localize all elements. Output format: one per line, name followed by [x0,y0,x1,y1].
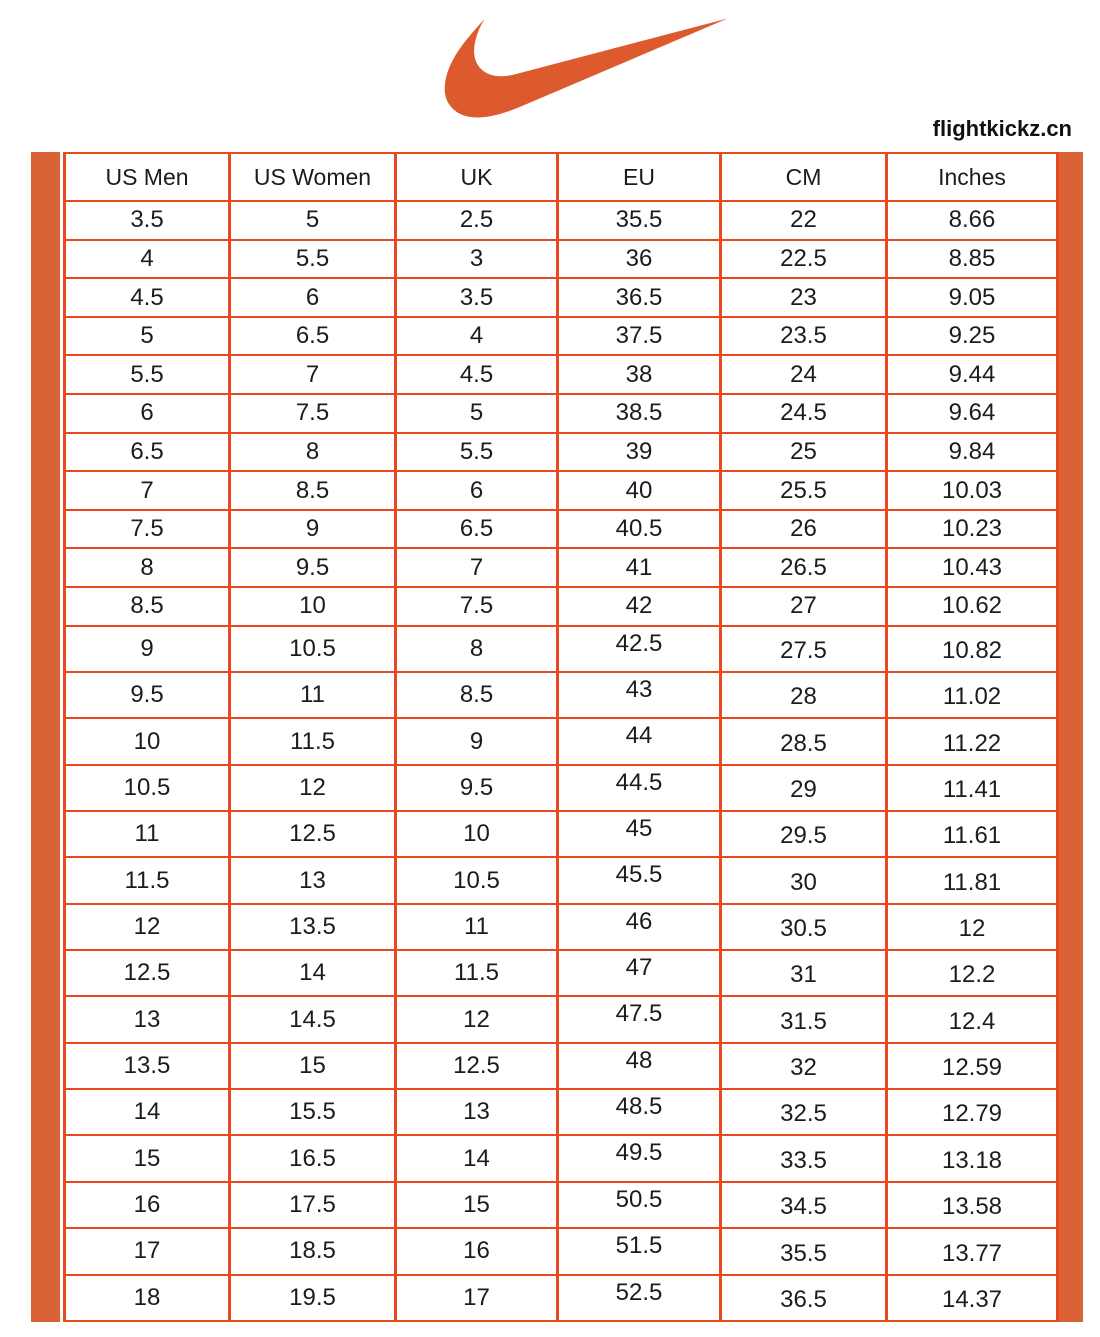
cell-inches: 12.79 [887,1089,1058,1135]
cell-eu: 51.5 [558,1228,721,1274]
cell-uk: 6 [396,471,558,510]
cell-uk: 12.5 [396,1043,558,1089]
cell-us-women: 6 [230,278,396,317]
cell-cm: 23 [721,278,887,317]
cell-inches: 8.66 [887,201,1058,240]
cell-cm: 36.5 [721,1275,887,1321]
cell-us-women: 13 [230,857,396,903]
size-table-container [63,152,1059,1322]
cell-eu: 41 [558,548,721,587]
column-header-uk: UK [396,153,558,201]
table-row [65,548,1058,587]
cell-us-men: 8.5 [65,587,230,626]
table-row [65,240,1058,279]
cell-cm: 28.5 [721,718,887,764]
cell-eu: 40.5 [558,510,721,549]
cell-eu: 52.5 [558,1275,721,1321]
cell-uk: 6.5 [396,510,558,549]
cell-eu: 48.5 [558,1089,721,1135]
cell-inches: 9.44 [887,355,1058,394]
cell-cm: 26.5 [721,548,887,587]
cell-us-women: 9 [230,510,396,549]
cell-us-men: 15 [65,1135,230,1181]
cell-uk: 15 [396,1182,558,1228]
cell-inches: 10.82 [887,626,1058,672]
cell-uk: 11 [396,904,558,950]
cell-us-men: 12.5 [65,950,230,996]
nike-swoosh-icon [437,2,737,134]
cell-cm: 24 [721,355,887,394]
cell-us-men: 13 [65,996,230,1042]
cell-eu: 40 [558,471,721,510]
cell-us-women: 6.5 [230,317,396,356]
cell-cm: 34.5 [721,1182,887,1228]
cell-us-men: 7 [65,471,230,510]
cell-us-women: 12 [230,765,396,811]
cell-eu: 50.5 [558,1182,721,1228]
cell-eu: 49.5 [558,1135,721,1181]
cell-uk: 12 [396,996,558,1042]
cell-cm: 32 [721,1043,887,1089]
cell-eu: 38.5 [558,394,721,433]
cell-us-women: 19.5 [230,1275,396,1321]
cell-cm: 25.5 [721,471,887,510]
table-row [65,904,1058,950]
cell-us-men: 10.5 [65,765,230,811]
cell-us-women: 15 [230,1043,396,1089]
cell-eu: 48 [558,1043,721,1089]
table-row [65,718,1058,764]
cell-cm: 28 [721,672,887,718]
cell-uk: 7.5 [396,587,558,626]
cell-us-men: 3.5 [65,201,230,240]
cell-cm: 32.5 [721,1089,887,1135]
cell-inches: 10.03 [887,471,1058,510]
table-row [65,433,1058,472]
cell-inches: 12.2 [887,950,1058,996]
cell-cm: 25 [721,433,887,472]
cell-cm: 22.5 [721,240,887,279]
cell-us-women: 16.5 [230,1135,396,1181]
table-row [65,471,1058,510]
cell-us-women: 7.5 [230,394,396,433]
cell-us-women: 7 [230,355,396,394]
cell-us-women: 11.5 [230,718,396,764]
cell-eu: 47.5 [558,996,721,1042]
cell-us-women: 14 [230,950,396,996]
cell-inches: 9.84 [887,433,1058,472]
cell-inches: 11.81 [887,857,1058,903]
cell-inches: 11.02 [887,672,1058,718]
cell-us-men: 16 [65,1182,230,1228]
cell-inches: 8.85 [887,240,1058,279]
cell-us-men: 6 [65,394,230,433]
cell-uk: 4 [396,317,558,356]
cell-inches: 9.25 [887,317,1058,356]
cell-us-men: 9.5 [65,672,230,718]
header-row [65,153,1058,201]
cell-us-women: 13.5 [230,904,396,950]
site-label: flightkickz.cn [932,116,1072,141]
table-row [65,201,1058,240]
cell-us-women: 18.5 [230,1228,396,1274]
cell-eu: 45 [558,811,721,857]
cell-us-women: 5.5 [230,240,396,279]
column-header-us-women: US Women [230,153,396,201]
cell-uk: 8.5 [396,672,558,718]
table-row [65,1228,1058,1274]
cell-eu: 43 [558,672,721,718]
cell-inches: 9.05 [887,278,1058,317]
cell-us-men: 4.5 [65,278,230,317]
cell-us-women: 8.5 [230,471,396,510]
cell-cm: 27.5 [721,626,887,672]
cell-eu: 42 [558,587,721,626]
column-header-eu: EU [558,153,721,201]
cell-inches: 12.59 [887,1043,1058,1089]
cell-uk: 17 [396,1275,558,1321]
cell-us-men: 5 [65,317,230,356]
cell-inches: 14.37 [887,1275,1058,1321]
table-row [65,626,1058,672]
cell-us-women: 9.5 [230,548,396,587]
cell-us-women: 10.5 [230,626,396,672]
cell-us-men: 7.5 [65,510,230,549]
cell-uk: 3 [396,240,558,279]
column-header-us-men: US Men [65,153,230,201]
cell-cm: 26 [721,510,887,549]
table-row [65,1275,1058,1321]
cell-eu: 46 [558,904,721,950]
page-header [0,0,1100,152]
cell-eu: 44 [558,718,721,764]
cell-us-men: 17 [65,1228,230,1274]
cell-us-women: 12.5 [230,811,396,857]
cell-us-women: 8 [230,433,396,472]
cell-cm: 29.5 [721,811,887,857]
cell-cm: 31 [721,950,887,996]
cell-uk: 9.5 [396,765,558,811]
cell-inches: 12 [887,904,1058,950]
cell-cm: 30.5 [721,904,887,950]
cell-us-men: 5.5 [65,355,230,394]
cell-inches: 10.23 [887,510,1058,549]
table-row [65,394,1058,433]
cell-us-men: 12 [65,904,230,950]
table-row [65,672,1058,718]
cell-us-men: 10 [65,718,230,764]
cell-eu: 42.5 [558,626,721,672]
cell-cm: 33.5 [721,1135,887,1181]
cell-eu: 36.5 [558,278,721,317]
cell-uk: 13 [396,1089,558,1135]
cell-cm: 29 [721,765,887,811]
cell-inches: 10.43 [887,548,1058,587]
cell-us-women: 14.5 [230,996,396,1042]
cell-cm: 35.5 [721,1228,887,1274]
table-row [65,811,1058,857]
right-accent-bar [1057,152,1083,1322]
cell-inches: 11.61 [887,811,1058,857]
cell-inches: 13.77 [887,1228,1058,1274]
cell-us-men: 18 [65,1275,230,1321]
table-row [65,355,1058,394]
cell-us-men: 11.5 [65,857,230,903]
cell-inches: 13.58 [887,1182,1058,1228]
cell-us-men: 9 [65,626,230,672]
cell-cm: 31.5 [721,996,887,1042]
table-row [65,510,1058,549]
cell-us-women: 11 [230,672,396,718]
cell-us-men: 14 [65,1089,230,1135]
cell-us-women: 15.5 [230,1089,396,1135]
size-conversion-table [63,152,1059,1322]
cell-eu: 36 [558,240,721,279]
cell-us-men: 8 [65,548,230,587]
column-header-inches: Inches [887,153,1058,201]
cell-cm: 22 [721,201,887,240]
cell-us-women: 5 [230,201,396,240]
table-row [65,317,1058,356]
table-row [65,1089,1058,1135]
table-row [65,1182,1058,1228]
cell-uk: 5 [396,394,558,433]
cell-us-men: 6.5 [65,433,230,472]
table-row [65,587,1058,626]
left-accent-bar [31,152,60,1322]
cell-uk: 5.5 [396,433,558,472]
cell-eu: 47 [558,950,721,996]
cell-uk: 3.5 [396,278,558,317]
cell-uk: 14 [396,1135,558,1181]
cell-uk: 9 [396,718,558,764]
column-header-cm: CM [721,153,887,201]
table-row [65,278,1058,317]
cell-inches: 12.4 [887,996,1058,1042]
cell-uk: 16 [396,1228,558,1274]
cell-cm: 24.5 [721,394,887,433]
cell-cm: 23.5 [721,317,887,356]
cell-eu: 38 [558,355,721,394]
cell-inches: 10.62 [887,587,1058,626]
table-row [65,1135,1058,1181]
cell-uk: 11.5 [396,950,558,996]
cell-us-men: 13.5 [65,1043,230,1089]
table-row [65,857,1058,903]
cell-inches: 11.41 [887,765,1058,811]
cell-us-women: 17.5 [230,1182,396,1228]
cell-uk: 8 [396,626,558,672]
size-table-body [65,201,1058,1321]
cell-inches: 9.64 [887,394,1058,433]
table-row [65,950,1058,996]
cell-uk: 4.5 [396,355,558,394]
table-row [65,996,1058,1042]
cell-eu: 39 [558,433,721,472]
cell-us-men: 4 [65,240,230,279]
table-row [65,765,1058,811]
cell-eu: 45.5 [558,857,721,903]
cell-cm: 30 [721,857,887,903]
cell-uk: 2.5 [396,201,558,240]
cell-us-men: 11 [65,811,230,857]
table-row [65,1043,1058,1089]
cell-uk: 7 [396,548,558,587]
cell-eu: 37.5 [558,317,721,356]
cell-cm: 27 [721,587,887,626]
cell-us-women: 10 [230,587,396,626]
cell-eu: 44.5 [558,765,721,811]
cell-inches: 11.22 [887,718,1058,764]
cell-uk: 10 [396,811,558,857]
cell-uk: 10.5 [396,857,558,903]
cell-inches: 13.18 [887,1135,1058,1181]
cell-eu: 35.5 [558,201,721,240]
